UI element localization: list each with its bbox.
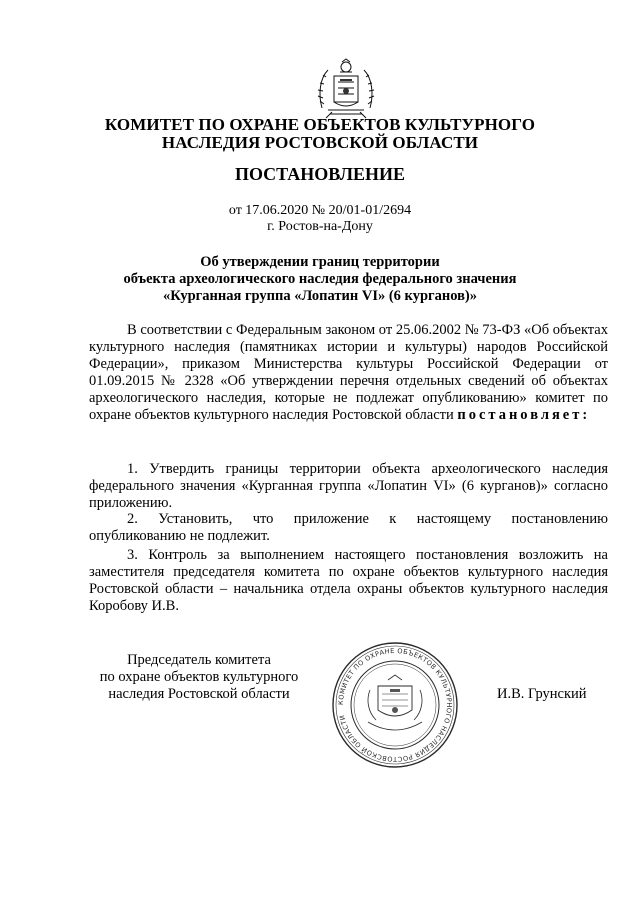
svg-text:КОМИТЕТ ПО ОХРАНЕ ОБЪЕКТОВ КУЛ xyxy=(337,647,453,763)
document-meta xyxy=(0,203,640,235)
date-number: от 17.06.2020 № 20/01-01/2694 xyxy=(228,203,412,218)
organization-line-1: КОМИТЕТ ПО ОХРАНЕ ОБЪЕКТОВ КУЛЬТУРНОГО xyxy=(104,115,536,134)
item-3: 3. Контроль за выполнением настоящего постановления возложить на заместителя председателя комитета по охране объектов культурного наследия Ростовской области – начальника отдела охраны объектов культурного наследия Коробову И.В. xyxy=(89,547,608,614)
subject-line-3: «Курганная группа «Лопатин VI» (6 курганов)» xyxy=(162,288,478,304)
official-seal-icon xyxy=(330,640,460,770)
place: г. Ростов-на-Дону xyxy=(267,219,373,234)
seal-text: КОМИТЕТ ПО ОХРАНЕ ОБЪЕКТОВ КУЛЬТУРНОГО НАСЛЕДИЯ РОСТОВСКОЙ ОБЛАСТИ xyxy=(336,646,454,764)
resolves-word: постановляет: xyxy=(457,407,591,423)
subject-line-2: объекта археологического наследия федерального значения xyxy=(123,271,517,287)
organization-name xyxy=(0,116,640,152)
item-1: 1. Утвердить границы территории объекта археологического наследия федерального значения «Курганная группа «Лопатин VI» (6 курганов)» согласно приложению. xyxy=(89,461,608,511)
signatory-title xyxy=(88,652,310,703)
signatory-name: И.В. Грунский xyxy=(497,686,587,702)
document-type: ПОСТАНОВЛЕНИЕ xyxy=(234,164,406,184)
preamble-paragraph xyxy=(89,322,608,424)
subject-line-1: Об утверждении границ территории xyxy=(200,254,440,270)
signatory-title-line-2: по охране объектов культурного xyxy=(99,669,299,685)
organization-line-2: НАСЛЕДИЯ РОСТОВСКОЙ ОБЛАСТИ xyxy=(161,133,479,152)
signatory-title-line-1: Председатель комитета xyxy=(127,652,271,668)
document-subject xyxy=(0,254,640,305)
preamble-text: В соответствии с Федеральным законом от 25.06.2002 № 73-ФЗ «Об объектах культурного наследия (памятниках истории и культуры) народов Российской Федерации», приказом Министерства культуры Российской Федерации от 01.09.2015 № 2328 «Об утверждении перечня отдельных сведений об объектах археологического наследия, которые не подлежат опубликованию» комитет по охране объектов культурного наследия Ростовской области xyxy=(89,322,608,423)
signatory-title-line-3: наследия Ростовской области xyxy=(108,686,290,702)
item-2: 2. Установить, что приложение к настоящему постановлению опубликованию не подлежит. xyxy=(89,511,608,544)
coat-of-arms-icon xyxy=(314,58,378,120)
